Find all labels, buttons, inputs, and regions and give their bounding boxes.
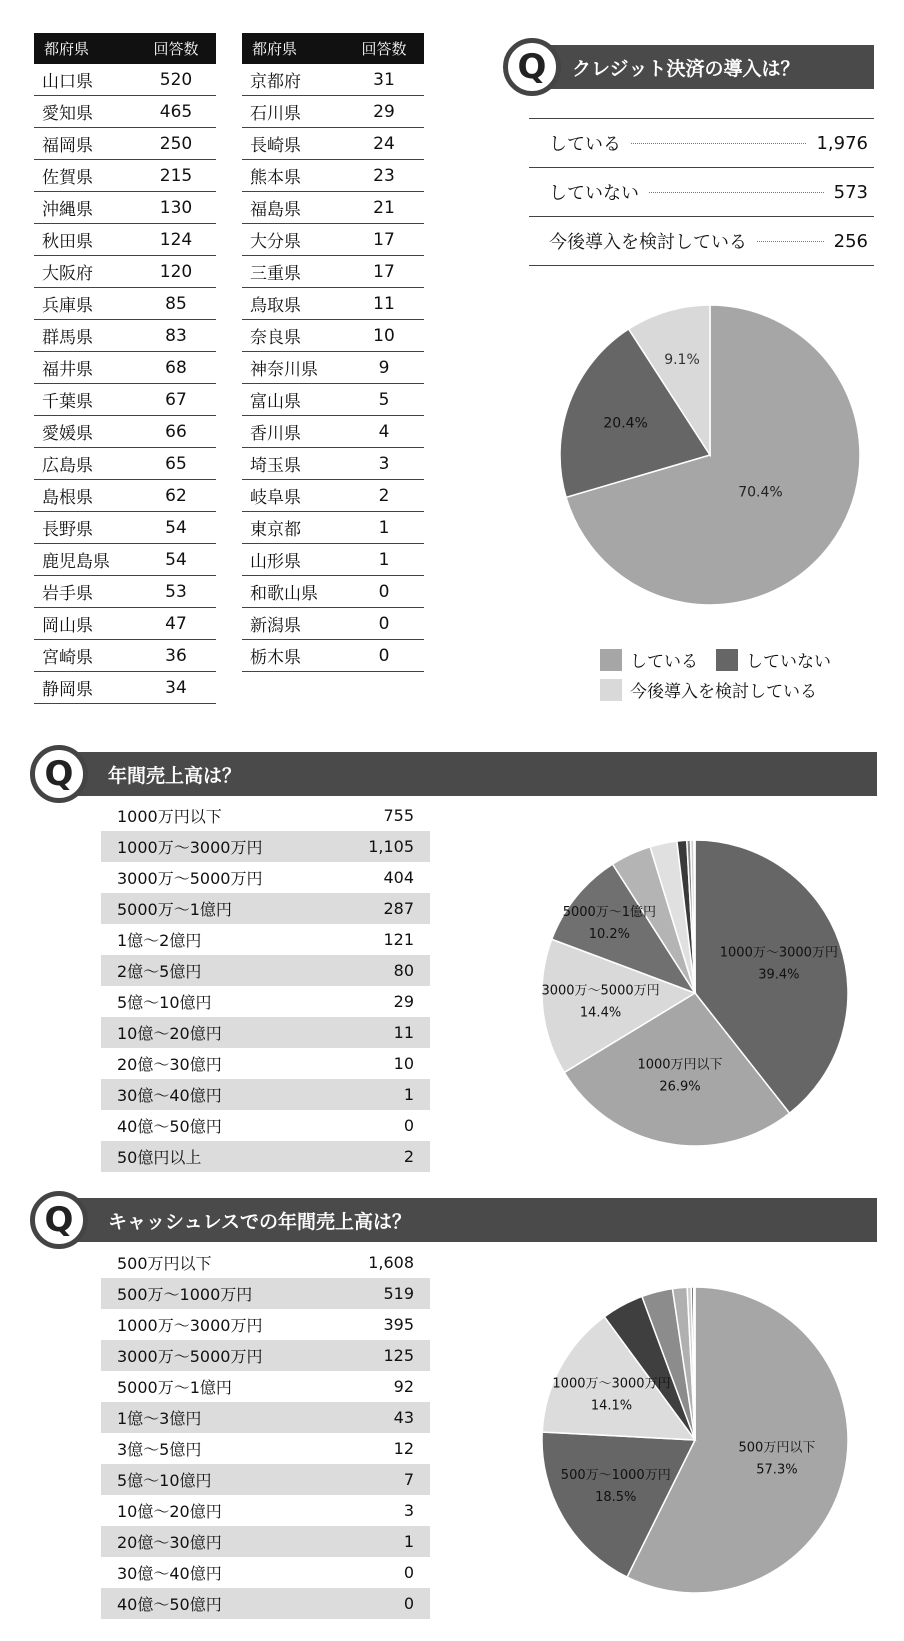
prefecture-name: 宮崎県	[42, 648, 93, 668]
response-count: 465	[159, 101, 193, 122]
response-count: 5	[378, 389, 390, 410]
slice-category-label: 500万円以下	[738, 1440, 816, 1456]
slice-percent-label: 10.2%	[588, 927, 631, 943]
range-value: 755	[383, 806, 414, 825]
table-row	[101, 1110, 430, 1141]
prefecture-table-left	[34, 33, 216, 704]
range-value: 1	[403, 1085, 414, 1104]
response-count: 3	[378, 453, 390, 474]
range-label: 5億～10億円	[117, 993, 212, 1012]
legend-item	[716, 647, 831, 672]
range-label: 40億～50億円	[117, 1595, 222, 1614]
slice-category-label: 5000万～1億円	[562, 905, 657, 921]
table-row	[34, 640, 216, 672]
response-count: 120	[159, 261, 193, 282]
range-value: 11	[393, 1023, 414, 1042]
legend-label: している	[630, 652, 698, 672]
answer-value: 573	[833, 181, 868, 203]
range-label: 20億～30億円	[117, 1055, 222, 1074]
range-value: 125	[383, 1346, 414, 1365]
range-value: 395	[383, 1315, 414, 1334]
table-row	[34, 512, 216, 544]
credit-question-bar	[520, 45, 874, 89]
table-row	[34, 96, 216, 128]
table-row	[242, 320, 424, 352]
table-row	[242, 576, 424, 608]
range-label: 1000万円以下	[117, 807, 222, 826]
table-header	[34, 33, 216, 64]
table-row	[101, 1278, 430, 1309]
leader-dots	[757, 241, 824, 242]
response-count: 0	[378, 581, 390, 602]
table-row	[101, 1402, 430, 1433]
slice-percent-label: 9.1%	[664, 352, 700, 369]
slice-category-label: 1000万～3000万円	[719, 945, 838, 961]
range-label: 20億～30億円	[117, 1533, 222, 1552]
table-row	[34, 352, 216, 384]
table-row	[101, 831, 430, 862]
response-count: 62	[165, 485, 187, 506]
response-count: 1	[378, 549, 390, 570]
table-row	[101, 1464, 430, 1495]
legend-label: していない	[746, 652, 831, 672]
prefecture-name: 東京都	[250, 520, 301, 540]
slice-category-label: 3000万～5000万円	[541, 983, 660, 999]
sales-pie-chart	[520, 820, 880, 1170]
legend-swatch	[600, 679, 622, 701]
prefecture-name: 和歌山県	[250, 584, 318, 604]
header-count: 回答数	[361, 40, 407, 58]
range-value: 0	[403, 1116, 414, 1135]
table-row	[34, 448, 216, 480]
table-row	[101, 862, 430, 893]
pie-slice	[694, 840, 695, 993]
table-row	[242, 480, 424, 512]
table-row	[242, 448, 424, 480]
table-row	[101, 1079, 430, 1110]
legend-swatch	[600, 649, 622, 671]
cashless-pie-chart	[520, 1265, 880, 1615]
table-row	[34, 320, 216, 352]
response-count: 9	[378, 357, 390, 378]
prefecture-name: 香川県	[250, 424, 301, 444]
prefecture-name: 愛知県	[42, 104, 93, 124]
credit-answer-list	[529, 118, 874, 266]
answer-label: 今後導入を検討している	[549, 232, 747, 253]
response-count: 36	[165, 645, 187, 666]
range-value: 29	[393, 992, 414, 1011]
range-label: 1億～3億円	[117, 1409, 202, 1428]
response-count: 54	[165, 549, 187, 570]
table-row	[101, 955, 430, 986]
range-label: 10億～20億円	[117, 1024, 222, 1043]
table-row	[101, 1495, 430, 1526]
response-count: 0	[378, 645, 390, 666]
range-label: 1000万～3000万円	[117, 838, 263, 857]
range-label: 3000万～5000万円	[117, 1347, 263, 1366]
range-label: 30億～40億円	[117, 1564, 222, 1583]
table-row	[34, 128, 216, 160]
table-row	[34, 256, 216, 288]
response-count: 21	[373, 197, 395, 218]
answer-value: 1,976	[816, 132, 868, 154]
table-row	[242, 608, 424, 640]
q-icon: Q	[30, 745, 88, 803]
table-row	[34, 576, 216, 608]
response-count: 17	[373, 229, 395, 250]
list-item	[529, 217, 874, 266]
table-row	[242, 640, 424, 672]
header-prefecture: 都府県	[44, 40, 90, 58]
prefecture-name: 奈良県	[250, 328, 301, 348]
response-count: 31	[373, 69, 395, 90]
table-row	[34, 224, 216, 256]
table-row	[101, 1433, 430, 1464]
response-count: 250	[159, 133, 193, 154]
range-value: 1	[403, 1532, 414, 1551]
table-row	[101, 1247, 430, 1278]
prefecture-name: 島根県	[42, 488, 93, 508]
prefecture-name: 山口県	[42, 72, 93, 92]
range-value: 3	[403, 1501, 414, 1520]
table-row	[34, 288, 216, 320]
cashless-question-bar	[50, 1198, 877, 1242]
prefecture-name: 福岡県	[42, 136, 93, 156]
table-row	[242, 256, 424, 288]
response-count: 53	[165, 581, 187, 602]
range-value: 0	[403, 1563, 414, 1582]
leader-dots	[649, 192, 824, 193]
table-row	[34, 480, 216, 512]
response-count: 83	[165, 325, 187, 346]
prefecture-name: 三重県	[250, 264, 301, 284]
table-row	[34, 608, 216, 640]
slice-percent-label: 18.5%	[595, 1489, 637, 1505]
sales-question-bar	[50, 752, 877, 796]
table-row	[34, 160, 216, 192]
prefecture-name: 長崎県	[250, 136, 301, 156]
legend-item	[600, 677, 817, 702]
range-value: 519	[383, 1284, 414, 1303]
response-count: 10	[373, 325, 395, 346]
legend-item	[600, 647, 698, 672]
response-count: 85	[165, 293, 187, 314]
range-value: 1,608	[368, 1253, 414, 1272]
legend-swatch	[716, 649, 738, 671]
range-value: 12	[393, 1439, 414, 1458]
response-count: 66	[165, 421, 187, 442]
header-count: 回答数	[153, 40, 199, 58]
prefecture-name: 新潟県	[250, 616, 301, 636]
table-row	[242, 96, 424, 128]
range-label: 500万～1000万円	[117, 1285, 253, 1304]
prefecture-name: 鳥取県	[250, 296, 301, 316]
slice-percent-label: 26.9%	[659, 1079, 701, 1095]
table-row	[242, 160, 424, 192]
slice-percent-label: 14.1%	[590, 1398, 633, 1414]
prefecture-name: 岡山県	[42, 616, 93, 636]
prefecture-table-right	[242, 33, 424, 672]
prefecture-name: 富山県	[250, 392, 301, 412]
response-count: 11	[373, 293, 395, 314]
list-item	[529, 168, 874, 217]
sales-question-text: 年間売上高は？	[108, 764, 242, 787]
response-count: 67	[165, 389, 187, 410]
table-row	[34, 672, 216, 704]
slice-percent-label: 14.4%	[579, 1005, 622, 1021]
table-row	[34, 416, 216, 448]
list-item	[529, 119, 874, 168]
legend-label: 今後導入を検討している	[630, 682, 817, 702]
table-row	[242, 416, 424, 448]
credit-question-text: クレジット決済の導入は？	[572, 57, 800, 80]
table-row	[101, 986, 430, 1017]
table-row	[101, 1340, 430, 1371]
response-count: 124	[159, 229, 193, 250]
header-prefecture: 都府県	[252, 40, 298, 58]
cashless-question-text: キャッシュレスでの年間売上高は？	[108, 1210, 412, 1233]
prefecture-name: 山形県	[250, 552, 301, 572]
prefecture-name: 千葉県	[42, 392, 93, 412]
table-row	[101, 1141, 430, 1172]
range-label: 500万円以下	[117, 1254, 212, 1273]
table-row	[34, 64, 216, 96]
response-count: 520	[159, 69, 193, 90]
range-value: 80	[393, 961, 414, 980]
prefecture-name: 埼玉県	[250, 456, 301, 476]
prefecture-name: 愛媛県	[42, 424, 93, 444]
prefecture-name: 岐阜県	[250, 488, 301, 508]
range-label: 5億～10億円	[117, 1471, 212, 1490]
prefecture-name: 秋田県	[42, 232, 93, 252]
response-count: 0	[378, 613, 390, 634]
response-count: 4	[378, 421, 390, 442]
response-count: 130	[159, 197, 193, 218]
table-row	[101, 1371, 430, 1402]
range-label: 30億～40億円	[117, 1086, 222, 1105]
range-value: 10	[393, 1054, 414, 1073]
prefecture-name: 群馬県	[42, 328, 93, 348]
prefecture-name: 広島県	[42, 456, 93, 476]
cashless-table	[101, 1247, 430, 1619]
table-row	[242, 512, 424, 544]
prefecture-name: 栃木県	[250, 648, 301, 668]
table-row	[34, 192, 216, 224]
table-row	[242, 352, 424, 384]
table-row	[101, 1048, 430, 1079]
range-label: 50億円以上	[117, 1148, 202, 1167]
response-count: 47	[165, 613, 187, 634]
prefecture-name: 沖縄県	[42, 200, 93, 220]
range-label: 1000万～3000万円	[117, 1316, 263, 1335]
credit-pie-chart	[540, 295, 880, 625]
table-row	[101, 893, 430, 924]
response-count: 65	[165, 453, 187, 474]
q-icon: Q	[30, 1191, 88, 1249]
response-count: 54	[165, 517, 187, 538]
range-label: 3億～5億円	[117, 1440, 202, 1459]
prefecture-name: 岩手県	[42, 584, 93, 604]
table-row	[242, 288, 424, 320]
table-row	[34, 384, 216, 416]
response-count: 215	[159, 165, 193, 186]
prefecture-name: 神奈川県	[250, 360, 318, 380]
range-label: 5000万～1億円	[117, 1378, 232, 1397]
range-label: 5000万～1億円	[117, 900, 232, 919]
table-row	[101, 924, 430, 955]
table-row	[242, 544, 424, 576]
slice-percent-label: 39.4%	[758, 967, 800, 983]
response-count: 17	[373, 261, 395, 282]
table-row	[242, 224, 424, 256]
sales-table	[101, 800, 430, 1172]
prefecture-name: 福島県	[250, 200, 301, 220]
prefecture-name: 石川県	[250, 104, 301, 124]
prefecture-name: 鹿児島県	[42, 552, 110, 572]
table-row	[101, 800, 430, 831]
table-row	[101, 1017, 430, 1048]
range-value: 287	[383, 899, 414, 918]
prefecture-name: 大分県	[250, 232, 301, 252]
slice-percent-label: 70.4%	[738, 484, 783, 501]
range-label: 10億～20億円	[117, 1502, 222, 1521]
table-row	[101, 1588, 430, 1619]
response-count: 34	[165, 677, 187, 698]
range-value: 7	[403, 1470, 414, 1489]
response-count: 29	[373, 101, 395, 122]
prefecture-name: 京都府	[250, 72, 301, 92]
answer-value: 256	[833, 230, 868, 252]
response-count: 68	[165, 357, 187, 378]
table-row	[101, 1526, 430, 1557]
range-label: 3000万～5000万円	[117, 869, 263, 888]
prefecture-name: 福井県	[42, 360, 93, 380]
table-row	[101, 1309, 430, 1340]
range-value: 0	[403, 1594, 414, 1613]
slice-percent-label: 20.4%	[603, 415, 648, 432]
prefecture-name: 静岡県	[42, 680, 93, 700]
table-row	[242, 128, 424, 160]
range-label: 1億～2億円	[117, 931, 202, 950]
range-value: 1,105	[368, 837, 414, 856]
table-header	[242, 33, 424, 64]
prefecture-name: 長野県	[42, 520, 93, 540]
range-value: 92	[393, 1377, 414, 1396]
table-row	[242, 384, 424, 416]
slice-category-label: 1000万～3000万円	[552, 1376, 671, 1392]
response-count: 1	[378, 517, 390, 538]
slice-category-label: 500万～1000万円	[560, 1467, 671, 1483]
q-icon: Q	[503, 38, 561, 96]
slice-percent-label: 57.3%	[756, 1462, 798, 1478]
prefecture-name: 熊本県	[250, 168, 301, 188]
prefecture-name: 大阪府	[42, 264, 93, 284]
prefecture-name: 兵庫県	[42, 296, 93, 316]
range-label: 2億～5億円	[117, 962, 202, 981]
table-row	[242, 64, 424, 96]
response-count: 2	[378, 485, 390, 506]
answer-label: していない	[549, 183, 639, 204]
response-count: 24	[373, 133, 395, 154]
range-value: 404	[383, 868, 414, 887]
table-row	[34, 544, 216, 576]
response-count: 23	[373, 165, 395, 186]
answer-label: している	[549, 134, 621, 155]
slice-category-label: 1000万円以下	[637, 1057, 723, 1073]
table-row	[242, 192, 424, 224]
range-value: 121	[383, 930, 414, 949]
leader-dots	[631, 143, 806, 144]
prefecture-name: 佐賀県	[42, 168, 93, 188]
range-value: 43	[393, 1408, 414, 1427]
table-row	[101, 1557, 430, 1588]
range-value: 2	[403, 1147, 414, 1166]
range-label: 40億～50億円	[117, 1117, 222, 1136]
